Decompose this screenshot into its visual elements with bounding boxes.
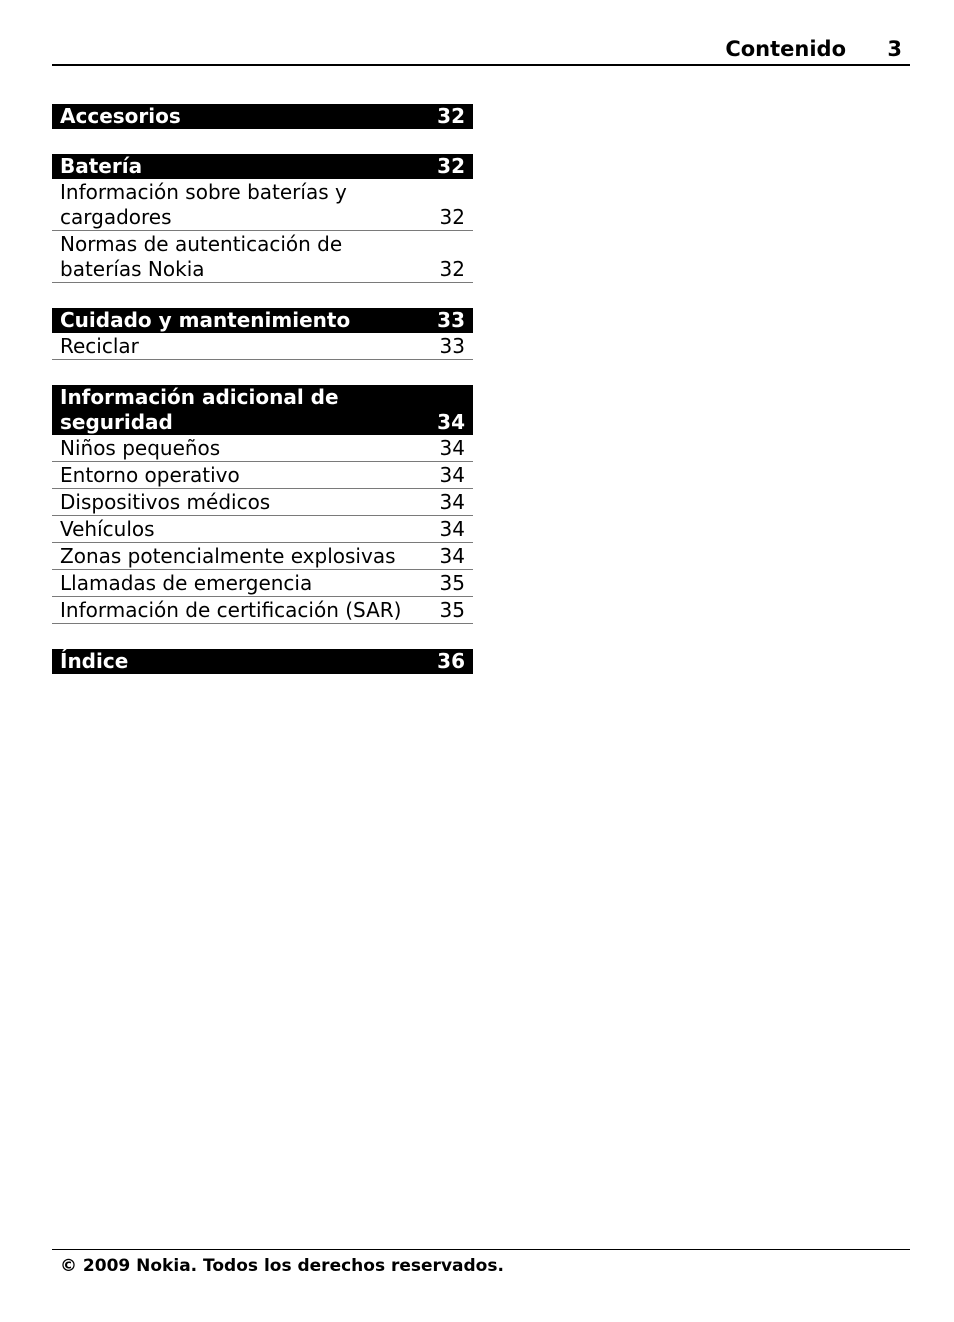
section-title: Índice [60, 649, 129, 673]
entry-title: Información de certificación (SAR) [60, 598, 402, 622]
section-heading[interactable] [52, 104, 473, 129]
section-page-number: 33 [437, 308, 465, 332]
toc-entry[interactable] [52, 179, 473, 231]
toc-entry[interactable] [52, 489, 473, 516]
table-of-contents [52, 104, 473, 699]
copyright-notice: © 2009 Nokia. Todos los derechos reservados. [60, 1256, 504, 1276]
toc-entry[interactable] [52, 435, 473, 462]
toc-entry[interactable] [52, 231, 473, 283]
entry-page-number: 32 [439, 257, 465, 281]
entry-title: Llamadas de emergencia [60, 571, 313, 595]
toc-section-indice [52, 649, 473, 674]
entry-page-number: 35 [439, 598, 465, 622]
toc-entry[interactable] [52, 516, 473, 543]
entry-page-number: 35 [439, 571, 465, 595]
toc-entry[interactable] [52, 462, 473, 489]
entry-title: Vehículos [60, 517, 155, 541]
section-title: Información adicional de seguridad [60, 385, 339, 434]
entry-page-number: 34 [439, 517, 465, 541]
entry-page-number: 33 [439, 334, 465, 358]
entry-title: Dispositivos médicos [60, 490, 271, 514]
section-heading[interactable] [52, 649, 473, 674]
section-page-number: 32 [437, 104, 465, 128]
section-page-number: 34 [437, 410, 465, 434]
toc-section-bateria [52, 154, 473, 283]
entry-title: Reciclar [60, 334, 139, 358]
entry-page-number: 34 [439, 463, 465, 487]
page-footer [52, 1249, 910, 1277]
toc-section-seguridad [52, 385, 473, 624]
section-heading[interactable] [52, 154, 473, 179]
section-title: Accesorios [60, 104, 181, 128]
entry-page-number: 32 [439, 205, 465, 229]
section-heading[interactable] [52, 385, 473, 435]
toc-entry[interactable] [52, 543, 473, 570]
section-heading[interactable] [52, 308, 473, 333]
toc-section-cuidado [52, 308, 473, 360]
header-title: Contenido [725, 37, 846, 61]
entry-title: Normas de autenticación de baterías Nokia [60, 232, 343, 281]
section-page-number: 32 [437, 154, 465, 178]
page-header [52, 34, 910, 66]
section-title: Cuidado y mantenimiento [60, 308, 351, 332]
toc-section-accesorios [52, 104, 473, 129]
section-title: Batería [60, 154, 143, 178]
toc-entry[interactable] [52, 333, 473, 360]
toc-entry[interactable] [52, 597, 473, 624]
page-number: 3 [887, 37, 902, 61]
toc-entry[interactable] [52, 570, 473, 597]
entry-title: Entorno operativo [60, 463, 240, 487]
section-page-number: 36 [437, 649, 465, 673]
entry-page-number: 34 [439, 436, 465, 460]
entry-page-number: 34 [439, 490, 465, 514]
entry-title: Zonas potencialmente explosivas [60, 544, 396, 568]
entry-title: Niños pequeños [60, 436, 221, 460]
entry-page-number: 34 [439, 544, 465, 568]
entry-title: Información sobre baterías y cargadores [60, 180, 347, 229]
